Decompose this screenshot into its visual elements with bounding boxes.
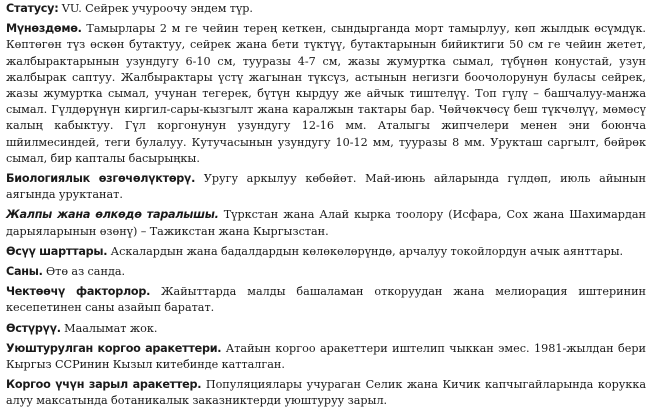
habitat-text: Аскалардын жана бадалдардын көлөкөлөрүндө, арчалуу токойлордун ачык аянттары. (107, 244, 624, 258)
description-paragraph (6, 21, 646, 167)
limiting-factors-paragraph (6, 284, 646, 316)
habitat-label: Өсүү шарттары. (6, 244, 108, 258)
status-label: Статусу: (6, 2, 59, 15)
distribution-text: Түркстан жана Алай кырка тоолору (Исфара, Сох жана Шахимардан дарыяларынын өзөнү) – Тажикстан жана Кыргызстан. (6, 208, 646, 238)
description-text: Тамырлары 2 м ге чейин терең кеткен, сындырганда морт тамырлуу, көп жылдык өсүмдүк. Көптөгөн түз өскөн бутактуу, сейрек жана бети түктүү, бутактарынын бийиктиги 50 см ге чейин жетет, жалбырактарынын узундугу 6-10 см, тууразы 4-7 см, жазы жумуртка сымал, түбүнөн конустай, узун жалбырак саптуу. Жалбырактары үстү жагынан түксүз, астынын негизги боочолорунун буласы сейрек, жазы жумуртка сымал, учунан тегерек, бүтүн кырдуу же айчык тиштелүү. Топ гүлү – башчалуу-манжа сымал. Гүлдөрүнүн киргил-сары-кызгылт жана каралжын тактары бар. Чөйчөкчөсү беш түкчөлүү, мөмөсү калың кабыктуу. Гүл коргонунун узундугу 12-16 мм. Аталыгы жипчелери менен эни боюнча шйилмесиндей, теги булалуу. Кутучасынын узундугу 10-12 мм, тууразы 8 мм. Урукташ саргылт, бөйрөк сымал, бир капталы басырыңкы. (6, 22, 646, 165)
abundance-label: Саны. (6, 265, 43, 279)
limiting-factors-text: Жайыттарда малды башаламан откоруудан жана мелиорация иштеринин кесепетинен саны азайып баратат. (6, 285, 646, 315)
required-measures-text: Популяциялары учураган Селик жана Кичик капчыгайларында корукка алуу максатында ботаникалык заказниктерди уюштуруу зарыл. (6, 378, 647, 408)
protection-measures-text: Атайын коргоо аракеттери иштелип чыккан эмес. 1981-жылдан бери Кыргыз ССРинин Кызыл китебинде катталган. (6, 341, 646, 372)
distribution-label: Жалпы жана өлкөдө таралышы. (6, 208, 219, 222)
protection-measures-label: Уюштурулган коргоо аракеттери. (6, 341, 222, 355)
abundance-text: Өтө аз санда. (42, 265, 126, 279)
habitat-paragraph (6, 244, 646, 260)
distribution-paragraph (6, 207, 646, 239)
document-page (6, 0, 646, 410)
biology-label: Биологиялык өзгөчөлүктөрү. (6, 172, 196, 186)
cultivation-label: Өстүрүү. (6, 321, 61, 335)
required-measures-paragraph (6, 377, 646, 409)
biology-paragraph (6, 171, 646, 203)
required-measures-label: Коргоо үчүн зарыл аракеттер. (6, 378, 202, 392)
biology-text: Уругу аркылуу көбөйөт. Май-июнь айларында гүлдөп, июль айынын аягында уруктанат. (6, 172, 646, 202)
protection-measures-paragraph (6, 341, 646, 373)
status-paragraph (6, 1, 646, 17)
status-text: VU. Сейрек учуроочу эндем түр. (58, 2, 253, 15)
cultivation-text: Маалымат жок. (60, 321, 158, 335)
cultivation-paragraph (6, 321, 646, 337)
limiting-factors-label: Чектөөчү факторлор. (6, 285, 151, 299)
abundance-paragraph (6, 264, 646, 280)
description-label: Мүнөздөмө. (6, 22, 82, 36)
